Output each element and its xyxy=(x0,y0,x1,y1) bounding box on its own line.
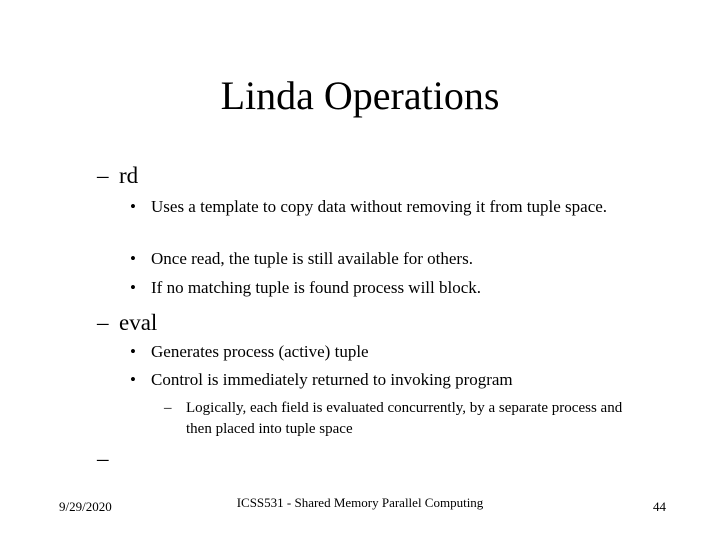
bullet-marker: • xyxy=(130,249,136,268)
footer-course-title: ICSS531 - Shared Memory Parallel Computing xyxy=(236,495,484,510)
dash-marker: – xyxy=(164,400,172,416)
bullet-text: Control is immediately returned to invoking program xyxy=(151,370,513,389)
item-label-rd: rd xyxy=(119,163,139,188)
dash-marker: – xyxy=(97,163,109,188)
bullet-text: Generates process (active) tuple xyxy=(151,342,369,361)
bullet-item xyxy=(130,278,641,298)
footer-date: 9/29/2020 xyxy=(59,499,112,514)
level1-item-rd xyxy=(97,162,138,190)
bullet-marker: • xyxy=(130,278,136,297)
bullet-item xyxy=(130,249,641,269)
sub-bullet-text: Logically, each field is evaluated concurrently, by a separate process and then placed into tuple space xyxy=(186,400,623,437)
bullet-item xyxy=(130,342,641,362)
dash-marker: – xyxy=(97,310,109,335)
level1-item-empty xyxy=(97,445,119,473)
dash-marker: – xyxy=(97,446,109,471)
level1-item-eval xyxy=(97,309,157,337)
bullet-marker: • xyxy=(130,197,136,216)
bullet-item xyxy=(130,370,641,390)
bullet-marker: • xyxy=(130,370,136,389)
bullet-text: If no matching tuple is found process will block. xyxy=(151,278,482,297)
sub-bullet-item xyxy=(164,398,636,440)
item-label-eval: eval xyxy=(119,310,158,335)
bullet-text: Once read, the tuple is still available for others. xyxy=(151,249,473,268)
slide-title: Linda Operations xyxy=(220,73,500,118)
footer-page-number: 44 xyxy=(653,499,666,514)
bullet-marker: • xyxy=(130,342,136,361)
bullet-text: Uses a template to copy data without removing it from tuple space. xyxy=(151,197,608,216)
bullet-item xyxy=(130,197,641,217)
